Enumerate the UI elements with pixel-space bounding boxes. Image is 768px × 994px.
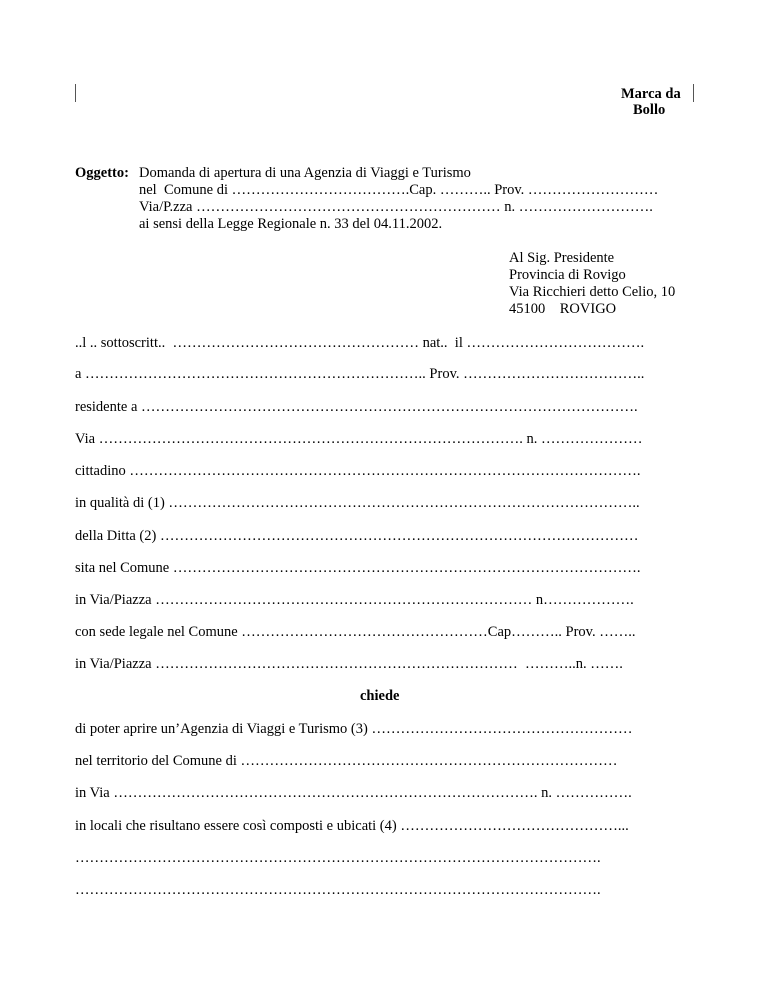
field-sottoscritto: ..l .. sottoscritt.. …………………………………………… nat.. il ……………………………….: [75, 335, 645, 351]
request-comune: nel territorio del Comune di ……………………………………………………………………: [75, 753, 618, 769]
subject-line-2: nel Comune di ……………………………….Cap. ……….. Prov. ………………………: [139, 182, 659, 198]
request-apertura: di poter aprire un’Agenzia di Viaggi e Turismo (3) ………………………………………………: [75, 721, 633, 737]
field-via-piazza-sede: in Via/Piazza ………………………………………………………………… ………..n. …….: [75, 656, 623, 672]
field-sede-legale: con sede legale nel Comune ……………………………………………Cap……….. Prov. ……..: [75, 624, 636, 640]
field-luogo-nascita: a …………………………………………………………….. Prov. ………………………………..: [75, 366, 645, 382]
subject-line-3: Via/P.zza ……………………………………………………… n. ……………………….: [139, 199, 653, 215]
subject-label: Oggetto:: [75, 165, 129, 181]
request-blank-line-2: ……………………………………………………………………………………………….: [75, 882, 601, 898]
recipient-line-1: Al Sig. Presidente: [509, 250, 615, 266]
stamp-label-line1: Marca da: [621, 86, 681, 102]
field-residenza: residente a ………………………………………………………………………………………….: [75, 399, 638, 415]
field-via: Via ……………………………………………………………………………. n. …………………: [75, 431, 643, 447]
recipient-line-3: Via Ricchieri detto Celio, 10: [509, 284, 676, 300]
request-via: in Via ……………………………………………………………………………. n. …………….: [75, 785, 632, 801]
field-ditta: della Ditta (2) ………………………………………………………………………………………: [75, 528, 639, 544]
chiede-heading: chiede: [360, 688, 400, 704]
request-locali: in locali che risultano essere così composti e ubicati (4) ………………………………………...: [75, 818, 629, 834]
field-qualita: in qualità di (1) ……………………………………………………………………………………..: [75, 495, 640, 511]
recipient-line-4: 45100 ROVIGO: [509, 301, 617, 317]
subject-line-1: Domanda di apertura di una Agenzia di Viaggi e Turismo: [139, 165, 471, 181]
recipient-line-2: Provincia di Rovigo: [509, 267, 626, 283]
request-blank-line-1: ……………………………………………………………………………………………….: [75, 850, 601, 866]
field-via-piazza: in Via/Piazza …………………………………………………………………… n……………….: [75, 592, 634, 608]
stamp-label-line2: Bollo: [633, 102, 666, 118]
stamp-box-left-edge: [75, 84, 76, 102]
stamp-box-right-edge: [693, 84, 694, 102]
field-cittadinanza: cittadino …………………………………………………………………………………………….: [75, 463, 641, 479]
subject-line-4: ai sensi della Legge Regionale n. 33 del 04.11.2002.: [139, 216, 443, 232]
field-sita-comune: sita nel Comune …………………………………………………………………………………….: [75, 560, 641, 576]
